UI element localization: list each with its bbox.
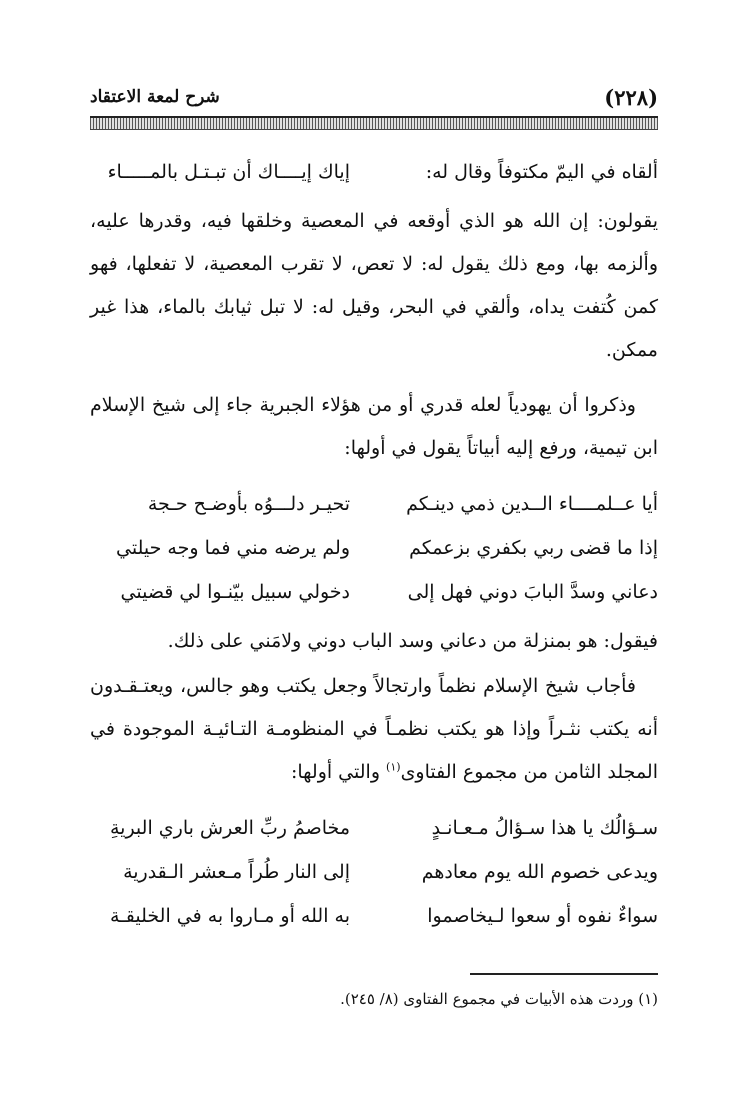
verse-second-hemistich: مخاصمُ ربِّ العرش باري البريةِ xyxy=(109,817,350,839)
verse-line xyxy=(90,570,658,614)
page-body xyxy=(90,150,658,944)
footnote: (١) وردت هذه الأبيات في مجموع الفتاوى (٨/ ٢٤٥). xyxy=(340,990,658,1008)
verse-second-hemistich: به الله أو مـاروا به في الخليقـة xyxy=(110,905,350,927)
answer-text: فأجاب شيخ الإسلام نظماً وارتجالاً وجعل يكتب وهو جالس، ويعتـقـدون أنه يكتب نثـراً وإذا هو يكتب نظمـاً في المنظومـة التـائيـة الموجودة في المجلد الثامن من مجموع الفتاوى xyxy=(90,675,658,783)
verse-line xyxy=(90,150,658,194)
page-number: (٢٢٨) xyxy=(604,84,658,110)
verse-second-hemistich: إياك إيــــاك أن تبـتـل بالمـــــاء xyxy=(107,161,350,183)
book-title: شرح لمعة الاعتقاد xyxy=(90,87,220,107)
paragraph-jabriyya-argument: يقولون: إن الله هو الذي أوقعه في المعصية وخلقها فيه، وقدرها عليه، وألزمه بها، ومع ذلك يقول له: لا تعص، لا تقرب المعصية، لا تفعلها، فهو كمن كُتفت يداه، وألقي في البحر، وقيل له: لا تبل ثيابك بالماء، هذا غير ممكن. xyxy=(90,210,658,361)
verse-second-hemistich: ولم يرضه مني فما وجه حيلتي xyxy=(116,537,350,559)
paragraph-explanation: فيقول: هو بمنزلة من دعاني وسد الباب دوني ولامَني على ذلك. xyxy=(167,630,658,652)
verse-first-hemistich: دعاني وسدَّ البابَ دوني فهل إلى xyxy=(407,581,658,603)
intro-verse xyxy=(90,150,658,194)
verse-line xyxy=(90,482,658,526)
verse-line xyxy=(90,526,658,570)
verse-first-hemistich: سواءٌ نفوه أو سعوا لـيخاصموا xyxy=(427,905,658,927)
verse-first-hemistich: إذا ما قضى ربي بكفري بزعمكم xyxy=(409,537,658,559)
verse-second-hemistich: دخولي سبيل بيّنـوا لي قضيتي xyxy=(120,581,350,603)
footnote-separator xyxy=(470,973,658,975)
paragraph-sheikh-answer xyxy=(90,665,658,794)
verse-first-hemistich: سـؤالُك يا هذا سـؤالُ مـعـانـدٍ xyxy=(431,817,658,839)
running-header xyxy=(90,82,658,112)
verse-second-hemistich: إلى النار طُراً مـعشر الـقدرية xyxy=(123,861,350,883)
verse-line xyxy=(90,850,658,894)
verse-line xyxy=(90,894,658,938)
verse-line xyxy=(90,806,658,850)
answer-text-end: والتي أولها: xyxy=(290,761,387,783)
question-verses xyxy=(90,482,658,614)
verse-first-hemistich: ويدعى خصوم الله يوم معادهم xyxy=(421,861,658,883)
answer-verses xyxy=(90,806,658,938)
paragraph-jew-question: وذكروا أن يهودياً لعله قدري أو من هؤلاء الجبرية جاء إلى شيخ الإسلام ابن تيمية، ورفع إليه أبياتاً يقول في أولها: xyxy=(90,394,658,459)
verse-first-hemistich: ألقاه في اليمّ مكتوفاً وقال له: xyxy=(425,161,658,183)
footnote-marker: (١) xyxy=(386,760,401,774)
verse-second-hemistich: تحيـر دلـــوُه بأوضـح حـجة xyxy=(147,493,350,515)
verse-first-hemistich: أيا عــلمــــاء الــدين ذمي دينـكم xyxy=(406,493,658,515)
header-rule xyxy=(90,116,658,130)
